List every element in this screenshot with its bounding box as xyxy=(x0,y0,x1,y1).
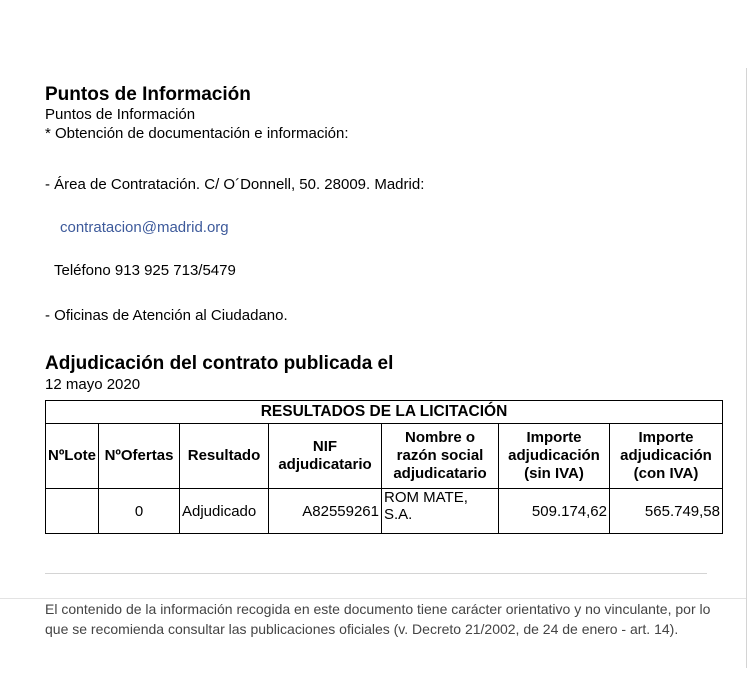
puntos-subtitle: Puntos de Información xyxy=(45,106,196,123)
document-content xyxy=(45,84,725,534)
cell-resultado: Adjudicado xyxy=(180,489,269,534)
header-importe-sin-iva: Importe adjudicación (sin IVA) xyxy=(499,424,610,489)
separator-line xyxy=(45,573,707,574)
header-lote: NºLote xyxy=(46,424,99,489)
cell-importe-con-iva: 565.749,58 xyxy=(610,489,723,534)
email-row xyxy=(45,219,725,237)
cell-importe-sin-iva: 509.174,62 xyxy=(499,489,610,534)
puntos-title: Puntos de Información xyxy=(45,84,251,105)
header-importe-con-iva: Importe adjudicación (con IVA) xyxy=(610,424,723,489)
table-caption: RESULTADOS DE LA LICITACIÓN xyxy=(46,401,723,424)
obtencion-text: * Obtención de documentación e información: xyxy=(45,125,349,142)
oficinas-text: - Oficinas de Atención al Ciudadano. xyxy=(45,307,288,324)
area-contratacion-text: - Área de Contratación. C/ O´Donnell, 50. 28009. Madrid: xyxy=(45,176,425,193)
email-link[interactable]: contratacion@madrid.org xyxy=(60,219,229,236)
disclaimer-text: El contenido de la información recogida en este documento tiene carácter orientativo y no vinculante, por lo que se recomienda consultar las publicaciones oficiales (v. Decreto 21/2002, de 24 de enero - art. 14). xyxy=(45,601,711,637)
adjudicacion-title: Adjudicación del contrato publicada el xyxy=(45,353,394,374)
cell-nif: A82559261 xyxy=(269,489,382,534)
header-nif: NIF adjudicatario xyxy=(269,424,382,489)
page-frame-border xyxy=(746,68,747,668)
cell-lote xyxy=(46,489,99,534)
header-resultado: Resultado xyxy=(180,424,269,489)
header-ofertas: NºOfertas xyxy=(99,424,180,489)
telefono-text: Teléfono 913 925 713/5479 xyxy=(54,262,236,279)
results-table xyxy=(45,400,723,534)
table-caption-row xyxy=(46,401,723,424)
disclaimer-footer xyxy=(0,598,746,679)
cell-ofertas: 0 xyxy=(99,489,180,534)
cell-nombre: ROM MATE, S.A. xyxy=(382,489,499,534)
adjudicacion-date: 12 mayo 2020 xyxy=(45,376,141,393)
header-nombre: Nombre o razón social adjudicatario xyxy=(382,424,499,489)
table-header-row xyxy=(46,424,723,489)
table-row xyxy=(46,489,723,534)
